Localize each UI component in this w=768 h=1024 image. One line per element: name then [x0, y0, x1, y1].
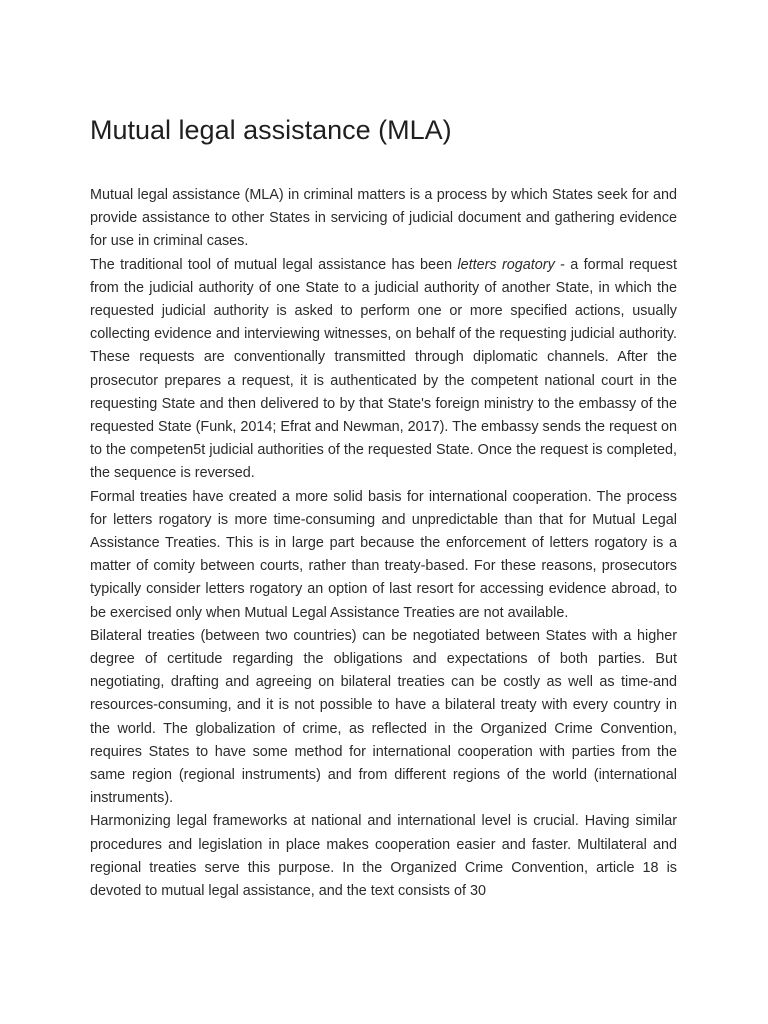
- paragraph-text: The traditional tool of mutual legal assistance has been: [90, 256, 458, 273]
- paragraph-letters-rogatory: [90, 254, 677, 486]
- paragraph-mla-definition: Mutual legal assistance (MLA) in criminal matters is a process by which States seek for and provide assistance to other States in servicing of judicial document and gathering evidence for use in criminal cases.: [90, 187, 677, 250]
- document-page: [90, 0, 677, 903]
- document-body: [90, 184, 677, 903]
- paragraph-bilateral-treaties: Bilateral treaties (between two countries) can be negotiated between States with a higher degree of certitude regarding the obligations and expectations of both parties. But negotiating, drafting and agreeing on bilateral treaties can be costly as well as time-and resources-consuming, and it is not possible to have a bilateral treaty with every country in the world. The globalization of crime, as reflected in the Organized Crime Convention, requires States to have some method for international cooperation with parties from the same region (regional instruments) and from different regions of the world (international instruments).: [90, 627, 677, 807]
- emphasis-term: letters rogatory: [457, 256, 555, 273]
- paragraph-harmonizing: Harmonizing legal frameworks at national and international level is crucial. Having similar procedures and legislation in place makes cooperation easier and faster. Multilateral and regional treaties serve this purpose. In the Organized Crime Convention, article 18 is devoted to mutual legal assistance, and the text consists of 30: [90, 813, 677, 900]
- paragraph-formal-treaties: Formal treaties have created a more solid basis for international cooperation. The process for letters rogatory is more time-consuming and unpredictable than that for Mutual Legal Assistance Treaties. This is in large part because the enforcement of letters rogatory is a matter of comity between courts, rather than treaty-based. For these reasons, prosecutors typically consider letters rogatory an option of last resort for accessing evidence abroad, to be exercised only when Mutual Legal Assistance Treaties are not available.: [90, 488, 677, 621]
- paragraph-text: - a formal request from the judicial authority of one State to a judicial authority of another State, in which the requested judicial authority is asked to perform one or more specified actions, usually collecting evidence and interviewing witnesses, on behalf of the requesting judicial authority. These requests are conventionally transmitted through diplomatic channels. After the prosecutor prepares a request, it is authenticated by the competent national court in the requesting State and then delivered to by that State's foreign ministry to the embassy of the requested State (Funk, 2014; Efrat and Newman, 2017). The embassy sends the request on to the competen5t judicial authorities of the requested State. Once the request is completed, the sequence is reversed.: [90, 256, 677, 482]
- page-title: Mutual legal assistance (MLA): [90, 115, 452, 145]
